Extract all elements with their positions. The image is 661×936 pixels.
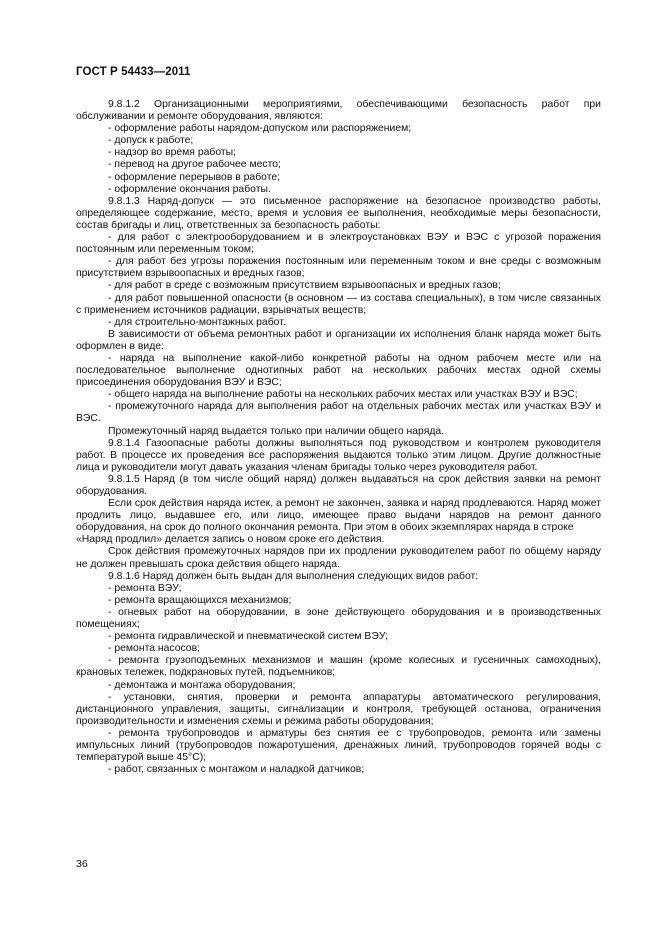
list-item: - для работ повышенной опасности (в основном — из состава специальных), в том числе связанных с применением источников радиации, взрывчатых веществ; xyxy=(76,292,601,316)
list-item: - для работ с электрооборудованием и в электроустановках ВЭУ и ВЭС с угрозой поражения постоянным или переменным током; xyxy=(76,232,601,256)
list-item: - допуск к работе; xyxy=(108,135,194,147)
paragraph: «Наряд продлил» делается запись о новом сроке его действия. xyxy=(76,534,385,546)
list-item: - наряда на выполнение какой-либо конкретной работы на одном рабочем месте или на последовательное выполнение однотипных работ на нескольких рабочих местах одной схемы присоединения оборудования ВЭУ и ВЭС; xyxy=(76,352,601,389)
list-item: - ремонта насосов; xyxy=(108,643,200,655)
list-item: - работ, связанных с монтажом и наладкой датчиков; xyxy=(108,764,365,776)
list-item: - перевод на другое рабочее место; xyxy=(108,159,281,171)
list-item: - для работ без угрозы поражения постоянным или переменным током и вне среды с возможным присутствием взрывоопасных и вредных газов; xyxy=(76,256,601,280)
list-item: - установки, снятия, проверки и ремонта аппаратуры автоматического регулирования, дистанционного управления, защиты, сигнализации и контроля, требующей останова, ограничения производительности и изменения схемы и режима работы оборудования; xyxy=(76,691,601,727)
page-number: 36 xyxy=(76,858,88,870)
list-item: - общего наряда на выполнение работы на нескольких рабочих местах или участках ВЭУ и ВЭС; xyxy=(108,389,578,401)
paragraph-9-8-1-3: 9.8.1.3 Наряд-допуск — это письменное распоряжение на безопасное производство работы, определяющее содержание, место, время и условия ее выполнения, необходимые меры безопасности, состав бригады и лиц, ответственных за безопасность работы: xyxy=(76,195,601,231)
list-item: - для строительно-монтажных работ. xyxy=(108,316,286,328)
list-item: - промежуточного наряда для выполнения работ на отдельных рабочих местах или участках ВЭУ и ВЭС. xyxy=(76,401,601,425)
paragraph-9-8-1-5: 9.8.1.5 Наряд (в том числе общий наряд) должен выдаваться на срок действия заявки на ремонт оборудования. xyxy=(76,473,601,497)
list-item: - надзор во время работы; xyxy=(108,147,236,159)
list-item: - оформление перерывов в работе; xyxy=(108,171,280,183)
list-item: - оформление окончания работы. xyxy=(108,183,271,195)
list-item: - для работ в среде с возможным присутствием взрывоопасных и вредных газов; xyxy=(108,280,501,292)
paragraph: Промежуточный наряд выдается только при наличии общего наряда. xyxy=(108,425,445,437)
paragraph-9-8-1-2: 9.8.1.2 Организационными мероприятиями, обеспечивающими безопасность работ при обслуживании и ремонте оборудования, являются: xyxy=(76,99,601,123)
document-body xyxy=(76,99,601,776)
paragraph-9-8-1-6: 9.8.1.6 Наряд должен быть выдан для выполнения следующих видов работ: xyxy=(108,570,479,582)
list-item: - ремонта вращающихся механизмов; xyxy=(108,594,292,606)
list-item: - ремонта трубопроводов и арматуры без снятия ее с трубопроводов, ремонта или замены импульсных линий (трубопроводов пожаротушения, дренажных линий, трубопроводов горячей воды с температурой выше 45°С); xyxy=(76,727,601,764)
list-item: - огневых работ на оборудовании, в зоне действующего оборудования и в производственных помещениях; xyxy=(76,606,601,631)
paragraph: В зависимости от объема ремонтных работ и организации их исполнения бланк наряда может быть оформлен в виде: xyxy=(76,328,601,352)
paragraph-9-8-1-4: 9.8.1.4 Газоопасные работы должны выполняться под руководством и контролем руководителя работ. В процессе их проведения все распоряжения выдаются только этим лицом. Другие должностные лица и руководители могут давать указания членам бригады только через руководителя работ. xyxy=(76,437,601,473)
list-item: - ремонта ВЭУ; xyxy=(108,582,182,594)
paragraph: Срок действия промежуточных нарядов при их продлении руководителем работ по общему наряду не должен превышать срока действия общего наряда. xyxy=(76,546,601,570)
list-item: - демонтажа и монтажа оборудования; xyxy=(108,679,296,691)
document-header: ГОСТ Р 54433—2011 xyxy=(76,66,191,78)
list-item: - оформление работы нарядом-допуском или распоряжением; xyxy=(108,123,412,135)
paragraph: Если срок действия наряда истек, а ремонт не закончен, заявка и наряд продлеваются. Наряд может продлить лицо, выдавшее его, или лицо, имеющее право выдачи нарядов на ремонт данного оборудования, на срок до полного окончания ремонта. При этом в обоих экземплярах наряда в строке xyxy=(76,498,601,534)
list-item: - ремонта гидравлической и пневматической систем ВЭУ; xyxy=(108,631,389,643)
list-item: - ремонта грузоподъемных механизмов и машин (кроме колесных и гусеничных самоходных), крановых тележек, подкрановых путей, подъемников; xyxy=(76,655,601,679)
